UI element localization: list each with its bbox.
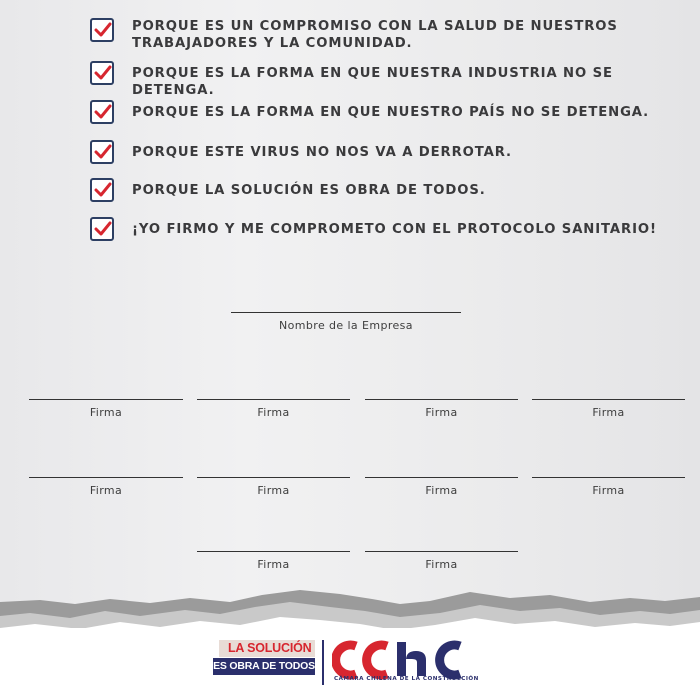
signature-label: Firma bbox=[89, 484, 123, 497]
campaign-logo bbox=[213, 636, 315, 678]
signature-line bbox=[29, 399, 183, 400]
checkbox-checked-icon[interactable] bbox=[90, 18, 114, 42]
signature-label: Firma bbox=[257, 406, 290, 419]
signature-label: Firma bbox=[425, 558, 458, 571]
signature-label: Firma bbox=[592, 484, 625, 497]
checkbox-checked-icon[interactable] bbox=[90, 61, 114, 85]
check-item-text: PORQUE ESTE VIRUS NO NOS VA A DERROTAR. bbox=[132, 145, 512, 160]
cchc-caption: CÁMARA CHILENA DE LA CONSTRUCCIÓN bbox=[334, 676, 479, 682]
signature-label: Firma bbox=[592, 406, 625, 419]
signature-line bbox=[365, 477, 518, 478]
check-item-text: PORQUE LA SOLUCIÓN ES OBRA DE TODOS. bbox=[132, 183, 486, 198]
signature-field-1[interactable] bbox=[29, 399, 183, 419]
signature-field-6[interactable] bbox=[197, 477, 350, 497]
signature-label: Firma bbox=[89, 406, 123, 419]
signature-line bbox=[532, 477, 685, 478]
campaign-logo-line1: LA SOLUCIÓN bbox=[219, 640, 315, 657]
campaign-logo-line2: ES OBRA DE TODOS bbox=[213, 658, 315, 675]
signature-line bbox=[29, 477, 183, 478]
check-item-text: PORQUE ES LA FORMA EN QUE NUESTRO PAÍS NO SE DETENGA. bbox=[132, 105, 650, 120]
signature-line bbox=[197, 477, 350, 478]
checkbox-checked-icon[interactable] bbox=[90, 100, 114, 124]
check-item-text: ¡YO FIRMO Y ME COMPROMETO CON EL PROTOCOLO SANITARIO! bbox=[132, 222, 657, 237]
signature-field-7[interactable] bbox=[365, 477, 518, 497]
company-name-field[interactable] bbox=[231, 312, 461, 332]
check-item-text: PORQUE ES LA FORMA EN QUE NUESTRA INDUSTRIA NO SE DETENGA. bbox=[132, 66, 613, 98]
company-name-line bbox=[231, 312, 461, 313]
signature-line bbox=[197, 399, 350, 400]
signature-label: Firma bbox=[425, 484, 458, 497]
signature-field-9[interactable] bbox=[197, 551, 350, 571]
logo-divider bbox=[322, 640, 324, 685]
checkbox-checked-icon[interactable] bbox=[90, 140, 114, 164]
check-item-text: PORQUE ES UN COMPROMISO CON LA SALUD DE NUESTROS TRABAJADORES Y LA COMUNIDAD. bbox=[132, 19, 618, 51]
cchc-logo-icon bbox=[332, 640, 468, 680]
signature-label: Firma bbox=[257, 558, 290, 571]
check-item-1 bbox=[90, 18, 618, 52]
company-name-label: Nombre de la Empresa bbox=[279, 319, 413, 332]
check-item-6 bbox=[90, 217, 657, 241]
signature-field-8[interactable] bbox=[532, 477, 685, 497]
signature-field-5[interactable] bbox=[29, 477, 183, 497]
signature-line bbox=[365, 399, 518, 400]
check-item-4 bbox=[90, 140, 512, 164]
signature-field-3[interactable] bbox=[365, 399, 518, 419]
check-item-5 bbox=[90, 178, 486, 202]
signature-line bbox=[197, 551, 350, 552]
signature-field-4[interactable] bbox=[532, 399, 685, 419]
signature-line bbox=[365, 551, 518, 552]
check-item-2 bbox=[90, 61, 690, 99]
check-item-3 bbox=[90, 100, 649, 124]
signature-label: Firma bbox=[257, 484, 290, 497]
signature-field-2[interactable] bbox=[197, 399, 350, 419]
signature-label: Firma bbox=[425, 406, 458, 419]
signature-field-10[interactable] bbox=[365, 551, 518, 571]
signature-line bbox=[532, 399, 685, 400]
checkbox-checked-icon[interactable] bbox=[90, 178, 114, 202]
checkbox-checked-icon[interactable] bbox=[90, 217, 114, 241]
